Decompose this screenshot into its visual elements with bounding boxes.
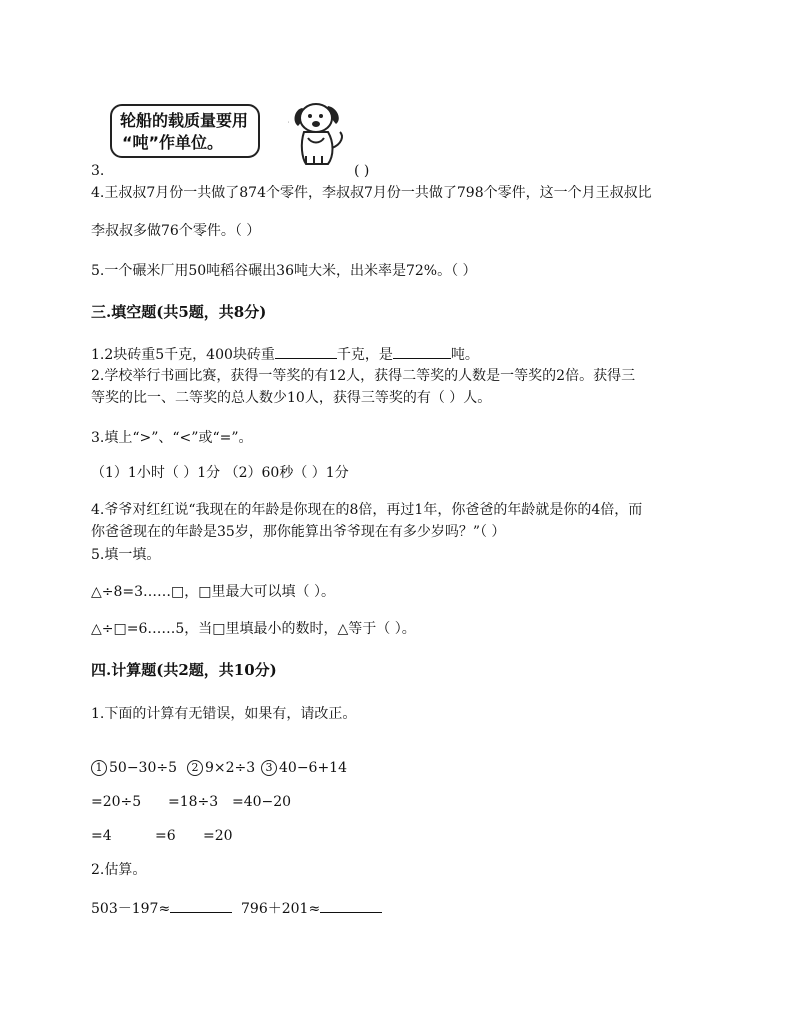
calc-step: =40−20: [232, 794, 292, 810]
calculation-row-1c: [261, 758, 347, 778]
calc-step: =20: [203, 828, 233, 844]
calc-step: =4: [91, 828, 112, 844]
expression: 9×2÷3: [205, 760, 256, 776]
calc-step: =6: [155, 828, 176, 844]
section-3-question-2-line-1: 2.学校举行书画比赛，获得一等奖的有12人，获得二等奖的人数是一等奖的2倍。获得三: [91, 368, 636, 384]
circled-number: 3: [261, 760, 277, 776]
estimate-b: 796＋201≈: [241, 901, 321, 917]
illustration-speech: [110, 100, 350, 170]
answer-blank[interactable]: [170, 898, 232, 913]
estimate-a: 503－197≈: [91, 901, 171, 917]
section-3-question-5-line-1: △÷8=3……□，□里最大可以填（ ）。: [91, 584, 335, 600]
section-3-question-2-line-2: 等奖的比一、二等奖的总人数少10人，获得三等奖的有（ ）人。: [91, 390, 492, 406]
question-4-line-1: 4.王叔叔7月份一共做了874个零件，李叔叔7月份一共做了798个零件，这一个月王叔叔比: [91, 185, 652, 201]
expression: 40−6+14: [279, 760, 347, 776]
section-4-question-1-title: 1.下面的计算有无错误，如果有，请改正。: [91, 706, 357, 722]
answer-blank[interactable]: [320, 898, 382, 913]
circled-number: 2: [187, 760, 203, 776]
section-3-question-4-line-2: 你爸爸现在的年龄是35岁，那你能算出爷爷现在有多少岁吗？”（ ）: [91, 524, 506, 540]
section-4-heading: 四.计算题(共2题，共10分): [91, 661, 277, 679]
calc-step: =20÷5: [91, 794, 142, 810]
question-3-answer-paren: ( ): [354, 163, 370, 179]
calculation-row-1: [91, 758, 177, 778]
answer-blank[interactable]: [275, 344, 337, 359]
dog-illustration: [288, 100, 350, 168]
section-3-question-3-title: 3.填上“>”、“<”或“=”。: [91, 430, 253, 446]
s3q1-part-c: 吨。: [450, 347, 479, 363]
bubble-line-1: 轮船的载质量要用: [120, 111, 249, 130]
question-3-number: 3.: [91, 163, 105, 179]
calculation-row-1b: [187, 758, 255, 778]
section-4-question-2-title: 2.估算。: [91, 862, 147, 878]
circled-number: 1: [91, 760, 107, 776]
expression: 50−30÷5: [109, 760, 177, 776]
bubble-line-2: “吨”作单位。: [122, 133, 224, 152]
section-3-heading: 三.填空题(共5题，共8分): [91, 303, 267, 321]
question-4-line-2: 李叔叔多做76个零件。（ ）: [91, 223, 261, 239]
speech-bubble: [110, 104, 260, 158]
section-3-question-5-title: 5.填一填。: [91, 547, 161, 563]
answer-blank[interactable]: [393, 344, 451, 359]
s3q1-part-b: 千克，是: [336, 347, 393, 363]
question-5: 5.一个碾米厂用50吨稻谷碾出36吨大米，出米率是72%。（ ）: [91, 263, 477, 279]
section-3-question-3-items: （1）1小时（ ）1分 （2）60秒（ ）1分: [91, 465, 349, 481]
section-3-question-4-line-1: 4.爷爷对红红说“我现在的年龄是你现在的8倍，再过1年，你爸爸的年龄就是你的4倍，而: [91, 502, 643, 518]
s3q1-part-a: 1.2块砖重5千克，400块砖重: [91, 347, 275, 363]
estimate-row: [91, 898, 232, 919]
section-3-question-5-line-2: △÷□=6……5，当□里填最小的数时，△等于（ ）。: [91, 621, 416, 637]
calc-step: =18÷3: [168, 794, 219, 810]
section-3-question-1: [91, 344, 479, 365]
estimate-row-b: [241, 898, 382, 919]
